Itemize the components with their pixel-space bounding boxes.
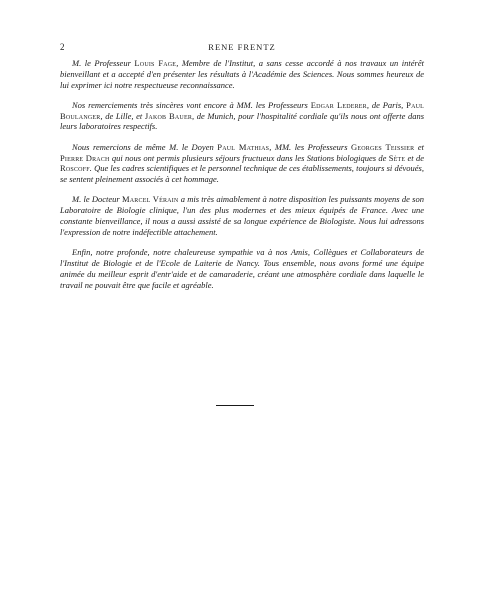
paragraph-text: , de Munich, pour l'hospitalité cordiale qu'ils nous ont offerte dans leurs laboratoires respectifs. bbox=[60, 110, 425, 132]
person-name: Georges Teissier bbox=[351, 141, 415, 152]
paragraph-text: . Que les cadres scientifiques et le personnel technique de ces établissements, toujours si dévoués, se sentent pleinement associés à cet hommage. bbox=[60, 163, 424, 185]
person-name: Pierre Drach bbox=[60, 152, 110, 163]
acknowledgements-body bbox=[60, 58, 424, 300]
paragraph-text: Enfin, notre profonde, notre chaleureuse sympathie va à nos Amis, Collègues et Collaborateurs de l'Institut de Biologie et de l'Ecole de Laiterie de Nancy. Tous ensemble, nous avons formé une équipe animée du meilleur esprit d'entr'aide et de camaraderie, créant une atmosphère cordiale dans laquelle le travail ne pouvait être que facile et agréable. bbox=[60, 247, 424, 290]
paragraph-text: Nous remercions de même M. le Doyen bbox=[72, 141, 218, 152]
paragraph-text: M. le Professeur bbox=[72, 58, 135, 68]
person-name: Roscoff bbox=[60, 163, 90, 174]
person-name: Sète bbox=[388, 152, 406, 163]
paragraph-text: Nos remerciements très sincères vont encore à MM. les Professeurs bbox=[72, 99, 311, 110]
paragraph-text: et bbox=[414, 141, 424, 152]
person-name: Paul Mathias bbox=[217, 141, 270, 152]
paragraph-text: M. le Docteur bbox=[72, 194, 123, 205]
paragraph-lederer bbox=[60, 100, 424, 132]
running-head: RENE FRENTZ bbox=[208, 42, 276, 52]
paragraph-fage bbox=[60, 58, 424, 90]
person-name: Jakob Bauer bbox=[144, 110, 193, 121]
paragraph-text: qui nous ont permis plusieurs séjours fructueux dans les Stations biologiques de bbox=[109, 152, 389, 163]
page-header bbox=[60, 42, 424, 54]
person-name: Edgar Lederer bbox=[310, 99, 367, 110]
person-name: Paul Boulanger bbox=[60, 99, 424, 121]
page-number: 2 bbox=[60, 42, 65, 52]
paragraph-mathias bbox=[60, 142, 424, 185]
paragraph-text: , Membre de l'Institut, a sans cesse accordé à nos travaux un intérêt bienveillant et a accepté d'en présenter les résultats à l'Académie des Sciences. Nous sommes heureux de lui exprimer ici notre respectueuse reconnaissance. bbox=[60, 58, 424, 90]
closing-rule bbox=[216, 405, 254, 406]
person-name: Marcel Vérain bbox=[122, 194, 179, 205]
paragraph-text: , de Paris, bbox=[366, 99, 407, 110]
paragraph-text: , de Lille, et bbox=[100, 110, 145, 121]
paragraph-text: a mis très aimablement à notre disposition les puissants moyens de son Laboratoire de Biologie clinique, l'un des plus modernes et des mieux équipés de France. Avec une constante bienveillance, il nous a aussi assisté de sa longue expérience de Biologiste. Nous lui adressons l'expression de notre indéfectible attachement. bbox=[60, 194, 424, 237]
paragraph-friends bbox=[60, 247, 424, 290]
paragraph-text: et de bbox=[405, 152, 424, 163]
person-name: Louis Fage bbox=[134, 58, 177, 68]
paragraph-verain bbox=[60, 194, 424, 237]
paragraph-text: , MM. les Professeurs bbox=[269, 141, 352, 152]
